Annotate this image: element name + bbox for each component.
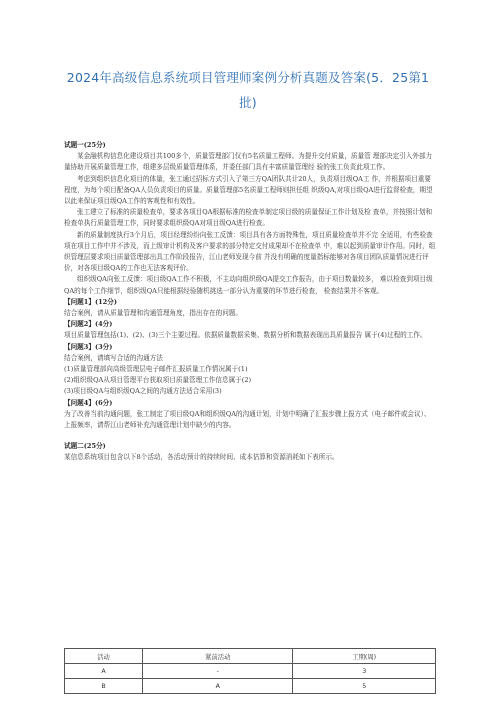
question-2-intro: 某信息系统项目包含以下8个活动，各活动预计的持续时间、成本估算和资源消耗如下表所示。 [64,453,339,462]
table-cell: A [143,679,293,694]
blank-item: (3)项目级QA与组织级QA之间的沟通方法适合采用(3) [64,387,222,396]
table-row [65,679,436,694]
table-header: 工期(周) [293,649,436,664]
document-body [64,140,436,464]
table-cell: - [143,664,293,679]
case-paragraph: 张工建立了标准的质量检查单，要求各项目QA根据标准的检查单制定项目级的质量保证工作计划及检 查单，并按照计划和检查单执行质量管理工作，同时要求组织级QA对项目级QA进行检查。 [64,208,433,228]
sub-question-text: 结合案例，请填写合适的沟通方法 [64,353,163,362]
table-header: 紧前活动 [143,649,293,664]
table-cell: B [65,679,143,694]
sub-question-heading: 【问题2】(4分) [64,320,113,329]
table-header: 活动 [65,649,143,664]
blank-item: (2)组织级QA从项目管理平台获取项目质量管理工作信息属于(2) [64,376,252,385]
case-paragraph: 某金融机构信息化建设项目共100多个，质量管理部门仅有5名质量工程师。为提升交付质量，质量管 理部决定引入外部力量协助开展质量管理工作，组建多层级质量管理体系，并委任部门具有丰富质量管理经 验的张工负责此项工作。 [64,152,433,172]
table-cell: A [65,664,143,679]
question-1-heading: 试题一(25分) [64,141,106,149]
case-paragraph: 组织级QA向张工反馈：项目级QA工作不积极，不主动向组织级QA提交工作报告，由于项目数量较多， 难以检查到项目级QA的每个工作细节，组织级QA只能根据经验随机挑选一部分认为重要的环节进行检查， 检查结果并不客观。 [64,275,433,295]
table-cell: 5 [293,679,436,694]
table-cell: 3 [293,664,436,679]
sub-question-heading: 【问题3】(3分) [64,342,113,351]
case-paragraph: 新的质量制度执行3个月后，项目经理纷纷向张工反馈：项目具有各方面特殊性，项目质量检查单并不完 全适用，有些检查项在项目工作中并不涉及，而上级审计机构及客户要求的部分特定交付成果却不在检查单 中，难以起到质量审计作用。同时，组织管理层要求项目质量管理部出具工作阶段报告，江山老师发现今前 并没有明确的度量指标能够对各项目团队质量情况进行评价，对各项目级QA的工作也无法客观评价。 [64,230,436,273]
sub-question-text: 结合案例，请从质量管理和沟通管理角度，指出存在的问题。 [64,309,243,318]
table-row [65,664,436,679]
sub-question-heading: 【问题1】(12分) [64,297,117,306]
sub-question-text: 为了改善当前沟通问题，张工制定了项目级QA和组织级QA的沟通计划，计划中明确了汇报步骤上报方式（电子邮件或会议）、上报频率，请帮江山老师补充沟通管理计划中缺少的内容。 [64,409,431,430]
sub-question-text: 项目质量管理包括(1)、(2)、(3)三个主要过程。依据质量数据采集、数据分析和数据表现出具质量报告 属于(4)过程的工作。 [64,331,427,340]
sub-question-heading: 【问题4】(6分) [64,398,113,407]
document-title: 2024年高级信息系统项目管理师案例分析真题及答案(5．25第1批) [66,70,430,110]
blank-item: (1)质量管理部向高级管理层电子邮件汇报质量工作情况属于(1) [64,365,248,374]
case-paragraph: 考虑到组织信息化项目的体量，张工通过招标方式引入了第三方QA团队共计20人，负责项目级QA工 作，并根据项目重要程度，为每个项目配备QA人员负责项目的质量。质量管理部5名质量工程师则担任组 织级QA,对项目级QA进行监督检查，期望以此来保证项目级QA工作的客观性和有效性。 [64,174,433,206]
table-header-row [65,649,436,664]
activity-table [64,648,436,694]
question-2-heading: 试题二(25分) [64,442,106,451]
